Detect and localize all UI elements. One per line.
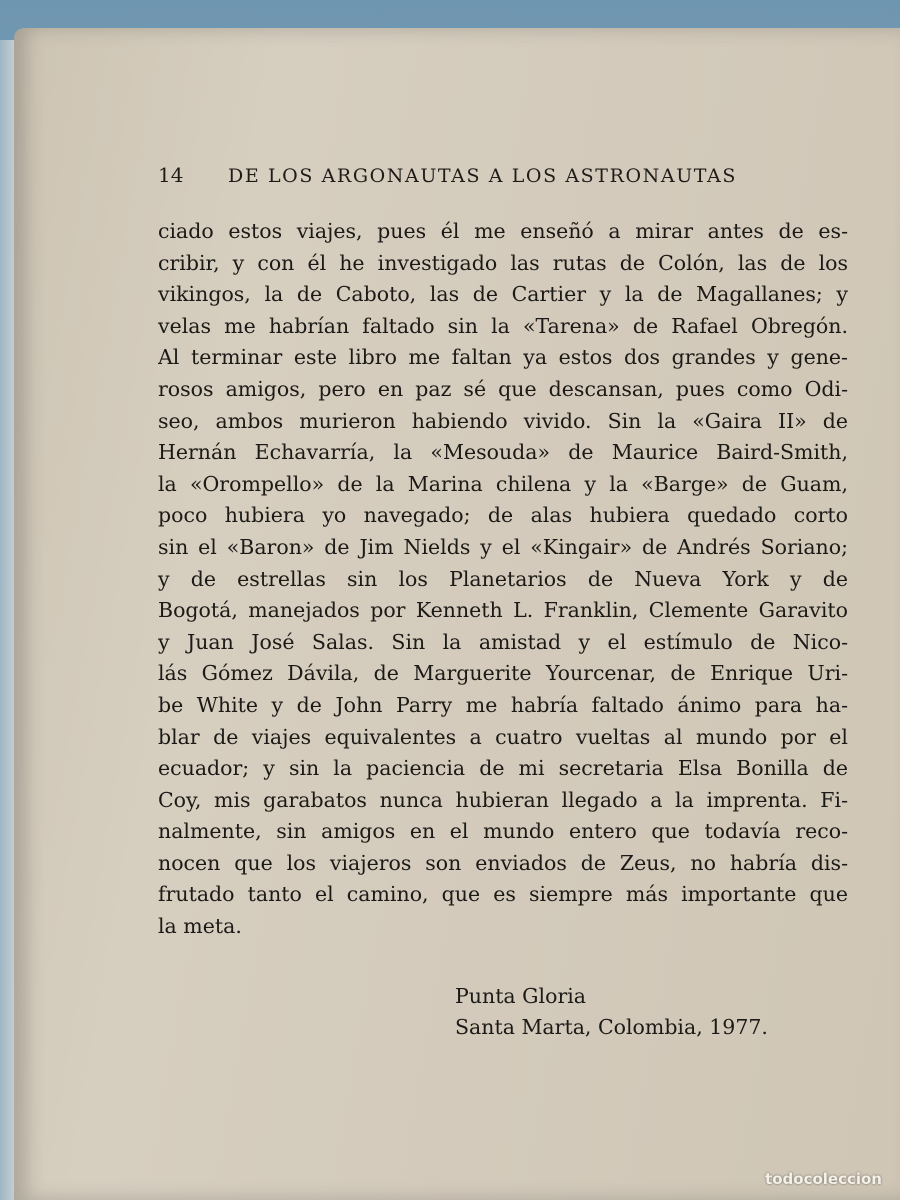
page-header (158, 163, 798, 187)
text-line: frutado tanto el camino, que es siempre más importante que (158, 882, 848, 907)
page-number: 14 (158, 163, 184, 187)
text-line: seo, ambos murieron habiendo vivido. Sin la «Gaira II» de (158, 408, 848, 433)
text-line: nalmente, sin amigos en el mundo entero que todavía reco- (158, 819, 848, 844)
text-line: Hernán Echavarría, la «Mesouda» de Maurice Baird-Smith, (158, 440, 848, 465)
text-line: blar de viajes equivalentes a cuatro vueltas al mundo por el (158, 724, 848, 749)
running-title: DE LOS ARGONAUTAS A LOS ASTRONAUTAS (228, 165, 737, 187)
text-line: poco hubiera yo navegado; de alas hubiera quedado corto (158, 503, 848, 528)
text-line: ecuador; y sin la paciencia de mi secretaria Elsa Bonilla de (158, 756, 848, 781)
signature-place: Punta Gloria (455, 984, 587, 1008)
text-line: Bogotá, manejados por Kenneth L. Franklin, Clemente Garavito (158, 598, 848, 623)
text-line: vikingos, la de Caboto, las de Cartier y la de Magallanes; y (158, 282, 848, 307)
text-line: ciado estos viajes, pues él me enseñó a mirar antes de es- (158, 219, 848, 243)
text-line: y Juan José Salas. Sin la amistad y el estímulo de Nico- (158, 629, 848, 654)
body-text (158, 216, 848, 943)
text-line: velas me habrían faltado sin la «Tarena» de Rafael Obregón. (158, 313, 848, 338)
text-line: lás Gómez Dávila, de Marguerite Yourcenar, de Enrique Uri- (158, 661, 848, 686)
text-line: Coy, mis garabatos nunca hubieran llegado a la imprenta. Fi- (158, 787, 848, 812)
watermark: todocoleccion (765, 1170, 882, 1188)
text-line: y de estrellas sin los Planetarios de Nueva York y de (158, 566, 848, 591)
signature-block (455, 981, 768, 1043)
text-line: la «Orompello» de la Marina chilena y la «Barge» de Guam, (158, 471, 848, 496)
signature-date: Santa Marta, Colombia, 1977. (455, 1015, 768, 1039)
text-line: be White y de John Parry me habría faltado ánimo para ha- (158, 692, 848, 717)
text-line: nocen que los viajeros son enviados de Zeus, no habría dis- (158, 850, 848, 875)
text-line: rosos amigos, pero en paz sé que descansan, pues como Odi- (158, 376, 848, 401)
text-line: Al terminar este libro me faltan ya estos dos grandes y gene- (158, 345, 848, 370)
text-line: cribir, y con él he investigado las rutas de Colón, las de los (158, 250, 848, 275)
text-line: sin el «Baron» de Jim Nields y el «Kingair» de Andrés Soriano; (158, 534, 848, 559)
text-line: la meta. (158, 914, 242, 939)
